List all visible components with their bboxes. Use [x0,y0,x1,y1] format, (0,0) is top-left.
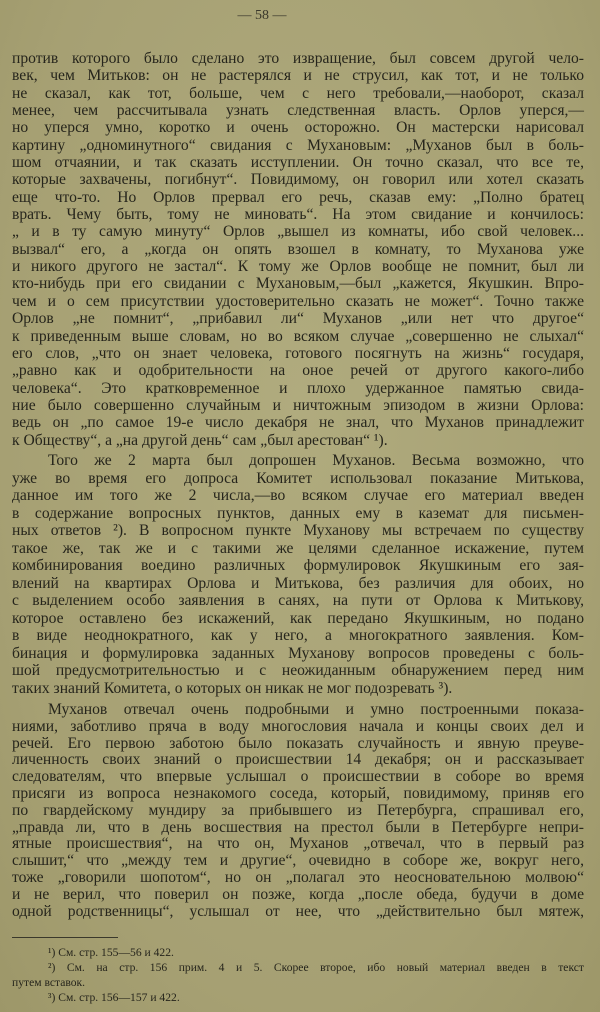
text-line: влений на квартирах Орлова и Митькова, без различия для обоих, но [12,574,584,592]
text-line: менее, чем рассчитывала узнать следственная власть. Орлов уперся,— [12,102,584,120]
text-line: Орлов „не помнит“, „прибавил ли“ Муханов „или нет что другое“ [12,310,584,328]
text-line: по гвардейскому мундиру за прибывшего из Петербурга, спрашивал его, [12,801,584,819]
text-line: ние было совершенно случайным и ничтожным эпизодом в жизни Орлова: [12,396,584,414]
text-line: данное им того же 2 числа,—во всяком случае его материал введен [12,487,584,504]
text-line: с выделением особо заявления в санях, на пути от Орлова к Митькову, [12,592,584,609]
text-line: такое же, так же и с такими же целями сделанное искажение, путем [12,539,584,557]
text-line: личенность своих знаний о происшествии 14 декабря; он и рассказывает [12,751,584,769]
text-line: к приведенным выше словам, но во всяком случае „совершенно не слыхал“ [12,327,584,345]
footnote: ¹) См. стр. 155—56 и 422. [48,946,174,959]
page-number: — 58 — [237,8,287,23]
text-line: „равно как и одобрительности на оное речей от другого какого-либо [12,362,584,380]
text-line: но уперся умно, коротко и очень осторожно. Он мастерски нарисовал [12,119,584,137]
text-line: шом отчаянии, и так сказать исступлении. Он точно сказал, что все те, [12,154,584,172]
text-line: кто-нибудь при его свидании с Мухановым,—был „кажется, Якушкин. Впро- [12,275,584,293]
footnote: ³) См. стр. 156—157 и 422. [48,991,180,1004]
text-line: которое оставлено без искажений, как передано Якушкиным, но подано [12,609,584,627]
footnote: путем вставок. [12,976,86,989]
text-line: и не верил, что поверил он позже, когда „после обеда, будучи в доме [12,885,584,903]
footnotes [12,945,584,1005]
text-line: таких знаний Комитета, о которых он никак не мог подозревать ³). [12,679,453,697]
text-line: картину „одноминутного“ свидания с Мухановым: „Муханов был в боль- [12,136,584,154]
text-line: следователям, что впервые услышал о происшествии в соборе во время [12,768,584,786]
paragraph [12,50,584,449]
text-line: шой предусмотрительностью и с неожиданным обнаружением перед ним [12,662,584,679]
text-line: которые захвачены, погибнут“. Повидимому, он говорил или хотел сказать [12,171,584,189]
text-line: „ и в ту самую минуту“ Орлов „вышел из комнаты, ибо свой человек... [12,223,584,241]
text-line: тоже „говорили шопотом“, но он „полагал это неосновательною молвою“ [12,868,584,886]
text-line: бинация и формулировка заданных Муханову вопросов проведены с боль- [12,644,584,662]
text-line: ведь он „по самое 19-е число декабря не знал, что Муханов принадлежит [12,414,584,432]
text-line: чем и о сем присутствии удостоверительно сказать не может“. Точно также [12,292,584,310]
text-line: ных ответов ²). В вопросном пункте Муханову мы встречаем по существу [12,522,584,539]
text-line: в содержание вопросных пунктов, данных ему в каземат для письмен- [12,504,584,522]
text-line: слышит,“ что „между тем и другие“, очевидно в соборе же, вокруг него, [12,852,584,870]
text-line: Того же 2 марта был допрошен Муханов. Весьма возможно, что [48,452,584,469]
text-line: Муханов отвечал очень подробными и умно построенными показа- [48,701,584,718]
text-line: его слов, „что он знает человека, готового посягнуть на жизнь“ государя, [12,344,584,362]
paragraph [12,702,584,920]
text-line: к Обществу“, а „на другой день“ сам „был арестован“ ¹). [12,431,388,449]
text-line: речей. Его первою заботою было показать случайность и явную преуве- [12,734,584,752]
footnote-divider [12,937,118,938]
text-line: врать. Чему быть, тому не миновать“. На этом свидание и кончилось: [12,206,584,224]
text-line: в виде неоднократного, как у него, а многократного заявления. Ком- [12,627,584,644]
text-line: ниями, заботливо пряча в воду многословия начала и концы своих дел и [12,717,584,735]
text-line: вызвал“ его, а „когда он опять взошел в комнату, то Муханова уже [12,240,584,258]
text-line: и никого другого не застал“. К тому же Орлов вообще не помнит, был ли [12,258,584,276]
text-line: еще что-то. Но Орлов прервал его речь, сказав ему: „Полно братец [12,188,584,206]
text-line: присяги из вопроса незнакомого соседа, который, повидимому, приняв его [12,784,584,802]
text-line: комбинирования воедино различных формулировок Якушкиным его зая- [12,557,584,574]
text-line: одной родственницы“, услышал от нее, что „действительно был мятеж, [12,902,584,920]
text-line: уже во время его допроса Комитет использовал показание Митькова, [12,469,584,487]
text-line: человека“. Это кратковременное и плохо удержанное памятью свида- [12,379,584,397]
text-line: „правда ли, что в день восшествия на престол были в Петербурге непри- [12,818,584,836]
text-line: не сказал, как тот, больше, чем с него требовали,—наоборот, сказал [12,84,584,102]
text-line: век, чем Митьков: он не растерялся и не струсил, как тот, и не только [12,67,584,85]
footnote: ²) См. на стр. 156 прим. 4 и 5. Скорее второе, ибо новый материал введен в текст [48,961,584,974]
text-line: против которого было сделано это извращение, был совсем другой чело- [12,50,584,67]
text-line: ятные происшествия“, на что он, Муханов „отвечал, что в первый раз [12,835,584,853]
paragraph [12,452,584,697]
